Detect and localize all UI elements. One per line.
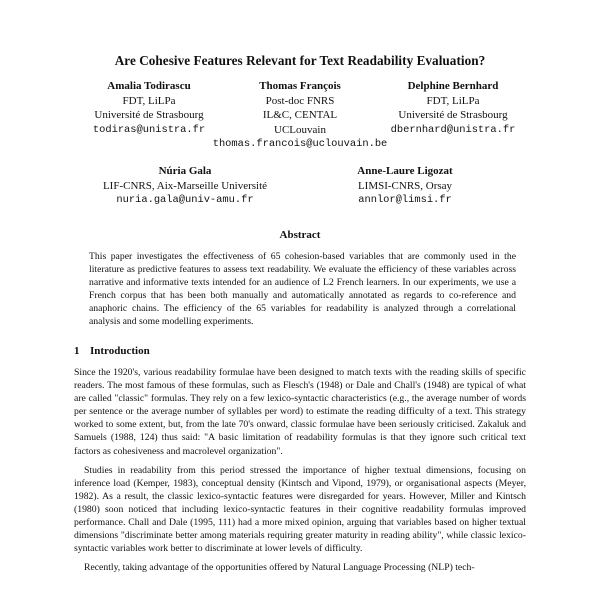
section-number: 1: [74, 345, 80, 357]
author-affiliation: Université de Strasbourg: [398, 109, 508, 122]
author-block: [84, 79, 214, 137]
section-title: Introduction: [90, 345, 150, 357]
author-affiliation: FDT, LiLPa: [426, 94, 480, 107]
section-heading: [74, 345, 150, 357]
author-name: Anne-Laure Ligozat: [357, 165, 453, 177]
author-email: nuria.gala@univ-amu.fr: [116, 194, 254, 207]
author-block: [240, 79, 360, 137]
author-affiliation: Post-doc FNRS: [265, 94, 335, 107]
section-body: [74, 366, 526, 580]
author-affiliation: FDT, LiLPa: [122, 94, 176, 107]
abstract-heading: Abstract: [279, 229, 321, 241]
author-name: Amalia Todirascu: [107, 80, 191, 92]
author-email: annlor@limsi.fr: [358, 194, 452, 207]
author-affiliation: Université de Strasbourg: [94, 109, 204, 122]
paragraph: Recently, taking advantage of the opportunities offered by Natural Language Processing (NLP) tech-: [84, 562, 475, 574]
author-block: [70, 164, 300, 208]
author-name: Delphine Bernhard: [407, 80, 499, 92]
author-affiliation: UCLouvain: [274, 123, 326, 136]
author-affiliation: LIF-CNRS, Aix-Marseille Université: [102, 179, 268, 192]
author-block: [378, 79, 528, 137]
paragraph: Since the 1920's, various readability formulae have been designed to match texts with the reading skills of specific readers. The most famous of these formulas, such as Flesch's (1948) or Dale and Chall's (1948) are typical of what are called "classic" formulas. They rely on a few lexico-syntactic characteristics (e.g., the average number of words per sentence or the average number of syllables per word) to estimate the reading difficulty of a text. This strategy worked to some extent, but, from the late 70's onward, classic formulae have been seriously criticised. Zakaluk and Samuels (1988, 124) thus said: "A basic limitation of readability formulas is that they ignore such critical text factors as cohesiveness and macrolevel organization".: [74, 367, 526, 457]
abstract-body: This paper investigates the effectiveness of 65 cohesion-based variables that are commonly used in the literature as predictive features to assess text readability. We evaluate the efficiency of these variables across narrative and informative texts intended for an audience of L2 French learners. In our experiments, we use a French corpus that has been both manually and automatically annotated as regards to co-reference and anaphoric chains. The efficiency of the 65 variables for readability is analyzed through a correlational analysis and some modelling experiments.: [89, 251, 516, 328]
paper-title: Are Cohesive Features Relevant for Text Readability Evaluation?: [114, 53, 486, 68]
author-email: todiras@unistra.fr: [92, 123, 206, 136]
author-email: dbernhard@unistra.fr: [390, 123, 516, 136]
shared-email: thomas.francois@uclouvain.be: [212, 138, 388, 150]
author-affiliation: LIMSI-CNRS, Orsay: [357, 179, 453, 192]
author-name: Thomas François: [259, 80, 341, 92]
author-block: [330, 164, 480, 208]
author-name: Núria Gala: [158, 165, 212, 177]
paragraph: Studies in readability from this period stressed the importance of higher textual dimensions, focusing on inference load (Kemper, 1983), conceptual density (Kintsch and Vipond, 1979), or organisational aspects (Meyer, 1982). As a result, the classic lexico-syntactic features were disregarded for years. However, Miller and Kintsch (1980) soon noticed that including lexico-syntactic features in their cognitive readability formulas improved performance. Chall and Dale (1995, 111) had a more mixed opinion, arguing that variables based on higher textual dimensions "discriminate better among materials requiring greater maturity in reading ability", while classic lexico-syntactic variables work better to discriminate at lower levels of difficulty.: [74, 464, 526, 555]
author-affiliation: IL&C, CENTAL: [262, 109, 338, 122]
